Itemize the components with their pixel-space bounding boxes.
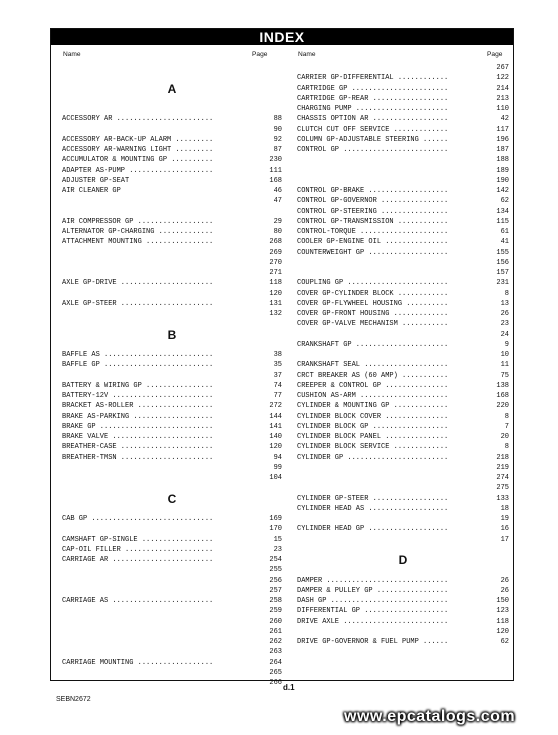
index-entry	[297, 186, 509, 196]
index-entry	[297, 330, 509, 340]
index-entry	[62, 463, 282, 473]
index-entry	[62, 565, 282, 575]
entry-page: 168	[269, 177, 282, 185]
entry-page: 254	[269, 556, 282, 564]
entry-name: CYLINDER BLOCK PANEL ...............	[297, 433, 449, 441]
index-entry	[297, 627, 509, 637]
index-entry	[297, 166, 509, 176]
entry-page: 196	[496, 136, 509, 144]
entry-name: CONTROL GP-BRAKE ...................	[297, 187, 449, 195]
index-entry	[62, 576, 282, 586]
entry-page: 131	[269, 300, 282, 308]
entry-name: BATTERY & WIRING GP ................	[62, 382, 214, 390]
entry-page: 117	[496, 126, 509, 134]
entry-page: 94	[273, 454, 282, 462]
entry-name: DIFFERENTIAL GP ....................	[297, 607, 449, 615]
entry-page: 104	[269, 474, 282, 482]
entry-page: 118	[496, 618, 509, 626]
index-entry	[62, 401, 282, 411]
entry-page: 141	[269, 423, 282, 431]
left-page-header: Page	[252, 51, 268, 58]
entry-name: AXLE GP-DRIVE ......................	[62, 279, 214, 287]
entry-name: CYLINDER HEAD GP ...................	[297, 525, 449, 533]
entry-page: 189	[496, 167, 509, 175]
entry-page: 259	[269, 607, 282, 615]
entry-page: 46	[273, 187, 282, 195]
entry-name: DASH GP ............................	[297, 597, 449, 605]
index-entry	[297, 483, 509, 493]
index-entry	[62, 135, 282, 145]
entry-page: 123	[496, 607, 509, 615]
entry-page: 17	[500, 536, 509, 544]
entry-page: 271	[269, 269, 282, 277]
entry-name: CONTROL-TORQUE .....................	[297, 228, 449, 236]
entry-page: 230	[269, 156, 282, 164]
index-entry	[297, 504, 509, 514]
index-frame	[50, 28, 514, 687]
entry-name: DAMPER & PULLEY GP .................	[297, 587, 449, 595]
index-entry	[62, 545, 282, 555]
entry-page: 138	[496, 382, 509, 390]
entry-name: CAMSHAFT GP-SINGLE .................	[62, 536, 214, 544]
entry-page: 268	[269, 238, 282, 246]
entry-page: 20	[500, 433, 509, 441]
index-entry	[62, 299, 282, 309]
index-entry	[297, 617, 509, 627]
entry-page: 35	[273, 361, 282, 369]
index-entry	[62, 289, 282, 299]
entry-name: CARRIER GP-DIFFERENTIAL ............	[297, 74, 449, 82]
entry-page: 120	[269, 290, 282, 298]
index-entry	[62, 186, 282, 196]
entry-name: CYLINDER GP-STEER ..................	[297, 495, 449, 503]
entry-page: 265	[269, 669, 282, 677]
index-entry	[62, 360, 282, 370]
entry-page: 144	[269, 413, 282, 421]
index-entry	[62, 647, 282, 657]
entry-page: 218	[496, 454, 509, 462]
index-entry	[297, 350, 509, 360]
index-entry	[62, 442, 282, 452]
entry-page: 8	[504, 290, 509, 298]
index-entry	[62, 627, 282, 637]
entry-name: CONTROL GP .........................	[297, 146, 449, 154]
entry-page: 9	[504, 341, 509, 349]
entry-page: 80	[273, 228, 282, 236]
index-entry	[62, 555, 282, 565]
index-entry	[62, 371, 282, 381]
entry-name: COVER GP-FRONT HOUSING .............	[297, 310, 449, 318]
index-entry	[297, 535, 509, 545]
entry-name: CYLINDER BLOCK COVER ...............	[297, 413, 449, 421]
index-entry	[297, 84, 509, 94]
index-entry	[62, 422, 282, 432]
index-entry	[297, 145, 509, 155]
entry-name: CHARGING PUMP ......................	[297, 105, 449, 113]
entry-name: BRAKE AS-PARKING ...................	[62, 413, 214, 421]
entry-page: 29	[273, 218, 282, 226]
index-entry	[297, 514, 509, 524]
entry-page: 264	[269, 659, 282, 667]
entry-name: AIR COMPRESSOR GP ..................	[62, 218, 214, 226]
entry-page: 261	[269, 628, 282, 636]
index-entry	[62, 412, 282, 422]
entry-name: COUNTERWEIGHT GP ...................	[297, 249, 449, 257]
entry-page: 155	[496, 249, 509, 257]
entry-name: ACCUMULATOR & MOUNTING GP ..........	[62, 156, 214, 164]
entry-page: 220	[496, 402, 509, 410]
entry-page: 92	[273, 136, 282, 144]
entry-name: DRIVE GP-GOVERNOR & FUEL PUMP ......	[297, 638, 449, 646]
right-page-header: Page	[487, 51, 503, 58]
entry-name: CRANKSHAFT SEAL ....................	[297, 361, 449, 369]
index-entry	[297, 176, 509, 186]
index-entry	[297, 217, 509, 227]
entry-name: CLUTCH CUT OFF SERVICE .............	[297, 126, 449, 134]
index-entry	[297, 125, 509, 135]
index-entry	[297, 299, 509, 309]
index-entry	[62, 606, 282, 616]
index-entry	[297, 104, 509, 114]
entry-page: 37	[273, 372, 282, 380]
entry-page: 99	[273, 464, 282, 472]
entry-page: 257	[269, 587, 282, 595]
document-code: SEBN2672	[56, 696, 91, 703]
index-title: INDEX	[51, 29, 513, 45]
entry-name: BREATHER-TMSN ......................	[62, 454, 214, 462]
right-name-header: Name	[298, 51, 316, 58]
entry-page: 260	[269, 618, 282, 626]
entry-page: 13	[500, 300, 509, 308]
entry-page: 26	[500, 577, 509, 585]
entry-page: 120	[269, 443, 282, 451]
index-entry	[297, 463, 509, 473]
entry-name: CARTRIDGE GP .......................	[297, 85, 449, 93]
entry-name: CYLINDER & MOUNTING GP .............	[297, 402, 449, 410]
entry-name: ALTERNATOR GP-CHARGING .............	[62, 228, 214, 236]
index-entry	[297, 596, 509, 606]
entry-page: 190	[496, 177, 509, 185]
index-entry	[62, 596, 282, 606]
entry-page: 38	[273, 351, 282, 359]
index-entry	[62, 473, 282, 483]
index-entry	[297, 155, 509, 165]
entry-page: 61	[500, 228, 509, 236]
entry-page: 77	[273, 392, 282, 400]
entry-page: 262	[269, 638, 282, 646]
entry-name: CYLINDER HEAD AS ...................	[297, 505, 449, 513]
entry-page: 170	[269, 525, 282, 533]
entry-name: BRAKE VALVE ........................	[62, 433, 214, 441]
entry-page: 120	[496, 628, 509, 636]
entry-page: 11	[500, 361, 509, 369]
entry-name: CRCT BREAKER AS (60 AMP) ...........	[297, 372, 449, 380]
entry-name: CYLINDER BLOCK SERVICE .............	[297, 443, 449, 451]
index-entry	[62, 166, 282, 176]
entry-name: BRAKE GP ...........................	[62, 423, 214, 431]
entry-page: 47	[273, 197, 282, 205]
entry-name: DAMPER .............................	[297, 577, 449, 585]
entry-name: CREEPER & CONTROL GP ...............	[297, 382, 449, 390]
entry-name: CAP-OIL FILLER .....................	[62, 546, 214, 554]
entry-name: COOLER GP-ENGINE OIL ...............	[297, 238, 449, 246]
entry-name: ATTACHMENT MOUNTING ................	[62, 238, 214, 246]
entry-page: 115	[496, 218, 509, 226]
entry-page: 272	[269, 402, 282, 410]
index-entry	[62, 145, 282, 155]
entry-page: 270	[269, 259, 282, 267]
entry-page: 256	[269, 577, 282, 585]
entry-page: 188	[496, 156, 509, 164]
entry-page: 219	[496, 464, 509, 472]
section-letter-a: A	[167, 82, 177, 96]
index-entry	[62, 155, 282, 165]
entry-page: 157	[496, 269, 509, 277]
entry-page: 23	[500, 320, 509, 328]
entry-page: 18	[500, 505, 509, 513]
index-entry	[297, 401, 509, 411]
entry-page: 110	[496, 105, 509, 113]
index-entry	[297, 309, 509, 319]
watermark: www.epcatalogs.com	[344, 708, 516, 725]
index-entry	[62, 278, 282, 288]
index-entry	[62, 432, 282, 442]
entry-page: 132	[269, 310, 282, 318]
entry-page: 269	[269, 249, 282, 257]
entry-page: 118	[269, 279, 282, 287]
entry-page: 41	[500, 238, 509, 246]
index-entry	[62, 227, 282, 237]
index-entry	[297, 319, 509, 329]
entry-name: CONTROL GP-STEERING ................	[297, 208, 449, 216]
entry-name: AIR CLEANER GP	[62, 187, 121, 195]
entry-page: 187	[496, 146, 509, 154]
index-entry	[62, 237, 282, 247]
index-entry	[297, 63, 509, 73]
index-entry	[62, 381, 282, 391]
entry-page: 88	[273, 115, 282, 123]
entry-page: 168	[496, 392, 509, 400]
entry-page: 87	[273, 146, 282, 154]
entry-name: ADJUSTER GP-SEAT	[62, 177, 130, 185]
index-entry	[297, 268, 509, 278]
index-entry	[297, 422, 509, 432]
entry-page: 74	[273, 382, 282, 390]
index-entry	[297, 237, 509, 247]
index-entry	[62, 125, 282, 135]
index-entry	[62, 637, 282, 647]
index-entry	[297, 494, 509, 504]
index-entry	[297, 453, 509, 463]
index-entry	[62, 350, 282, 360]
index-entry	[297, 278, 509, 288]
index-entry	[297, 94, 509, 104]
index-entry	[297, 381, 509, 391]
entry-name: COVER GP-FLYWHEEL HOUSING ..........	[297, 300, 449, 308]
index-entry	[297, 391, 509, 401]
entry-page: 140	[269, 433, 282, 441]
entry-name: COLUMN GP-ADJUSTABLE STEERING ......	[297, 136, 449, 144]
index-entry	[62, 658, 282, 668]
entry-name: AXLE GP-STEER ......................	[62, 300, 214, 308]
index-entry	[62, 535, 282, 545]
entry-page: 150	[496, 597, 509, 605]
entry-page: 134	[496, 208, 509, 216]
entry-page: 10	[500, 351, 509, 359]
entry-name: ADAPTER AS-PUMP ....................	[62, 167, 214, 175]
entry-page: 8	[504, 413, 509, 421]
index-entry	[297, 371, 509, 381]
entry-name: CYLINDER GP ........................	[297, 454, 449, 462]
entry-page: 169	[269, 515, 282, 523]
index-entry	[297, 473, 509, 483]
entry-name: CUSHION AS-ARM .....................	[297, 392, 449, 400]
entry-name: CAB GP .............................	[62, 515, 214, 523]
entry-page: 90	[273, 126, 282, 134]
entry-name: CARRIAGE AR ........................	[62, 556, 214, 564]
entry-name: DRIVE AXLE .........................	[297, 618, 449, 626]
entry-name: COVER GP-VALVE MECHANISM ...........	[297, 320, 449, 328]
index-entry	[297, 340, 509, 350]
section-letter-c: C	[167, 492, 177, 506]
entry-name: ACCESSORY AR-WARNING LIGHT .........	[62, 146, 214, 154]
entry-page: 255	[269, 566, 282, 574]
entry-name: BATTERY-12V ........................	[62, 392, 214, 400]
index-entry	[297, 432, 509, 442]
entry-page: 16	[500, 525, 509, 533]
entry-name: BREATHER-CASE ......................	[62, 443, 214, 451]
index-entry	[62, 453, 282, 463]
entry-page: 62	[500, 638, 509, 646]
entry-page: 133	[496, 495, 509, 503]
entry-page: 24	[500, 331, 509, 339]
page-number: d.1	[283, 683, 295, 692]
index-entry	[62, 248, 282, 258]
left-name-header: Name	[63, 51, 81, 58]
index-entry	[297, 73, 509, 83]
index-entry	[62, 678, 282, 688]
index-entry	[62, 524, 282, 534]
entry-page: 214	[496, 85, 509, 93]
entry-page: 142	[496, 187, 509, 195]
index-entry	[297, 442, 509, 452]
entry-page: 111	[269, 167, 282, 175]
entry-name: CHASSIS OPTION AR ..................	[297, 115, 449, 123]
entry-name: BAFFLE AS ..........................	[62, 351, 214, 359]
entry-name: CRANKSHAFT GP ......................	[297, 341, 449, 349]
entry-page: 263	[269, 648, 282, 656]
entry-name: BAFFLE GP ..........................	[62, 361, 214, 369]
entry-name: COUPLING GP ........................	[297, 279, 449, 287]
index-entry	[62, 617, 282, 627]
index-entry	[297, 524, 509, 534]
entry-name: COVER GP-CYLINDER BLOCK ............	[297, 290, 449, 298]
entry-name: CARRIAGE AS ........................	[62, 597, 214, 605]
entry-name: BRACKET AS-ROLLER ..................	[62, 402, 214, 410]
entry-page: 122	[496, 74, 509, 82]
index-entry	[62, 586, 282, 596]
index-entry	[297, 586, 509, 596]
index-entry	[297, 412, 509, 422]
index-entry	[62, 268, 282, 278]
index-entry	[62, 391, 282, 401]
index-entry	[297, 289, 509, 299]
index-entry	[297, 248, 509, 258]
entry-name: CONTROL GP-TRANSMISSION ............	[297, 218, 449, 226]
entry-page: 15	[273, 536, 282, 544]
entry-name: CARTRIDGE GP-REAR ..................	[297, 95, 449, 103]
entry-page: 62	[500, 197, 509, 205]
entry-page: 213	[496, 95, 509, 103]
entry-page: 266	[269, 679, 282, 687]
entry-name: ACCESSORY AR-BACK-UP ALARM .........	[62, 136, 214, 144]
entry-page: 231	[496, 279, 509, 287]
index-entry	[62, 196, 282, 206]
index-entry	[62, 514, 282, 524]
entry-name: CARRIAGE MOUNTING ..................	[62, 659, 214, 667]
entry-page: 26	[500, 310, 509, 318]
index-entry	[62, 668, 282, 678]
entry-page: 19	[500, 515, 509, 523]
entry-page: 274	[496, 474, 509, 482]
entry-page: 75	[500, 372, 509, 380]
entry-page: 26	[500, 587, 509, 595]
entry-name: ACCESSORY AR .......................	[62, 115, 214, 123]
index-entry	[297, 207, 509, 217]
entry-page: 275	[496, 484, 509, 492]
index-entry	[297, 135, 509, 145]
index-entry	[297, 114, 509, 124]
index-entry	[62, 217, 282, 227]
index-entry	[62, 258, 282, 268]
section-letter-b: B	[167, 328, 177, 342]
entry-name: CYLINDER BLOCK GP ..................	[297, 423, 449, 431]
index-entry	[297, 576, 509, 586]
index-entry	[62, 309, 282, 319]
index-entry	[62, 114, 282, 124]
entry-page: 7	[504, 423, 509, 431]
section-letter-d: D	[398, 553, 408, 567]
index-entry	[297, 360, 509, 370]
index-entry	[297, 606, 509, 616]
entry-page: 23	[273, 546, 282, 554]
index-entry	[297, 196, 509, 206]
index-entry	[62, 176, 282, 186]
entry-page: 267	[496, 64, 509, 72]
entry-name: CONTROL GP-GOVERNOR ................	[297, 197, 449, 205]
entry-page: 258	[269, 597, 282, 605]
entry-page: 42	[500, 115, 509, 123]
index-entry	[297, 258, 509, 268]
index-entry	[297, 637, 509, 647]
entry-page: 156	[496, 259, 509, 267]
entry-page: 8	[504, 443, 509, 451]
index-entry	[297, 227, 509, 237]
